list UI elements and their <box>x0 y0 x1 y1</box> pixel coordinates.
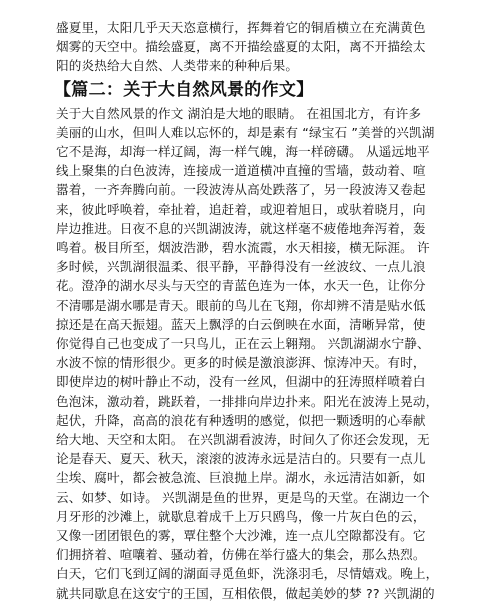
intro-line: 阳的炎热给大自然、人类带来的种种后果。 <box>56 58 299 74</box>
essay-paragraph <box>56 104 460 603</box>
essay-line: 水波不惊的情形很少。更多的时候是激浪澎湃、惊涛冲天。有时， <box>56 355 426 371</box>
essay-line: 美丽的山水，但叫人难以忘怀的，却是素有 “绿宝石 ”美誉的兴凯湖 <box>56 124 435 140</box>
essay-line: 线上聚集的白色波涛，连接成一道道横冲直撞的雪墙，鼓动着、喧 <box>56 163 426 179</box>
essay-line: 岸边推进。日夜不息的兴凯湖波涛，就这样毫不疲倦地奔泻着，轰 <box>56 220 426 236</box>
essay-line: 尘埃、腐叶，都会被急流、巨浪抛上岸。湖水，永远清洁如新，如 <box>56 470 426 486</box>
essay-line: 们拥挤着、喧嚷着、骚动着，仿佛在举行盛大的集会，那么热烈。 <box>56 547 426 563</box>
section-heading: 【篇二：关于大自然风景的作文】 <box>54 79 314 100</box>
essay-line: 来，彼此呼唤着，牵扯着，追赶着，或迎着旭日，或驮着晓月，向 <box>56 201 426 217</box>
essay-line: 白天，它们飞到辽阔的湖面寻觅鱼虾，洗涤羽毛，尽情嬉戏。晚上， <box>56 566 439 582</box>
intro-paragraph <box>56 18 460 76</box>
essay-line: 多时候，兴凯湖很温柔、很平静，平静得没有一丝波纹、一点儿浪 <box>56 259 426 275</box>
essay-line: 论是春天、夏天、秋天，滚滚的波涛永远是洁白的。只要有一点儿 <box>56 451 426 467</box>
essay-line: 就共同歇息在这安宁的王国，互相依偎，做起美妙的梦 ?? 兴凯湖的 <box>56 585 435 601</box>
essay-line: 月牙形的沙滩上，就歇息着成千上万只鸥鸟，像一片灰白色的云， <box>56 508 426 524</box>
intro-line: 烟雾的天空中。描绘盛夏，离不开描绘盛夏的太阳，离不开描绘太 <box>56 39 426 55</box>
essay-line: 云、如梦、如诗。 兴凯湖是鱼的世界，更是鸟的天堂。在湖边一个 <box>56 489 430 505</box>
essay-line: 你觉得自己也变成了一只鸟儿，正在云上翱翔。 兴凯湖湖水宁静、 <box>56 336 430 352</box>
essay-line: 关于大自然风景的作文 湖泊是大地的眼睛。 在祖国北方，有许多 <box>56 105 422 121</box>
essay-line: 即使岸边的树叶静止不动，没有一丝风，但湖中的狂涛照样喷着白 <box>56 374 426 390</box>
essay-line: 不清哪是湖水哪是青天。眼前的鸟儿在飞翔，你却辨不清是贴水低 <box>56 297 426 313</box>
essay-line: 色泡沫，激动着，跳跃着，一排排向岸边扑来。阳光在波涛上晃动， <box>56 393 439 409</box>
essay-line: 花。澄净的湖水尽头与天空的青蓝色连为一体，水天一色，让你分 <box>56 278 426 294</box>
essay-line: 给大地、天空和太阳。 在兴凯湖看波涛，时间久了你还会发现，无 <box>56 432 430 448</box>
essay-line: 掠还是在高天振翅。蓝天上飘浮的白云倒映在水面，清晰异常，使 <box>56 316 426 332</box>
essay-line: 起伏，升降，高高的浪花有种透明的感觉，似把一颗透明的心奉献 <box>56 412 426 428</box>
essay-line: 又像一团团银色的雾，覃住整个大沙滩，连一点儿空隙都没有。它 <box>56 528 426 544</box>
essay-line: 鸣着。极目所至，烟波浩渺，碧水流霞，水天相接，横无际涯。 许 <box>56 240 430 256</box>
intro-line: 盛夏里，太阳几乎天天恣意横行，挥舞着它的铜盾横立在充满黄色 <box>56 20 426 35</box>
essay-line: 它不是海，却海一样辽阔，海一样气魄，海一样磅礴。 从遥远地平 <box>56 144 430 160</box>
essay-line: 嚣着，一齐奔腾向前。一段波涛从高处跌落了，另一段波涛又卷起 <box>56 182 426 198</box>
